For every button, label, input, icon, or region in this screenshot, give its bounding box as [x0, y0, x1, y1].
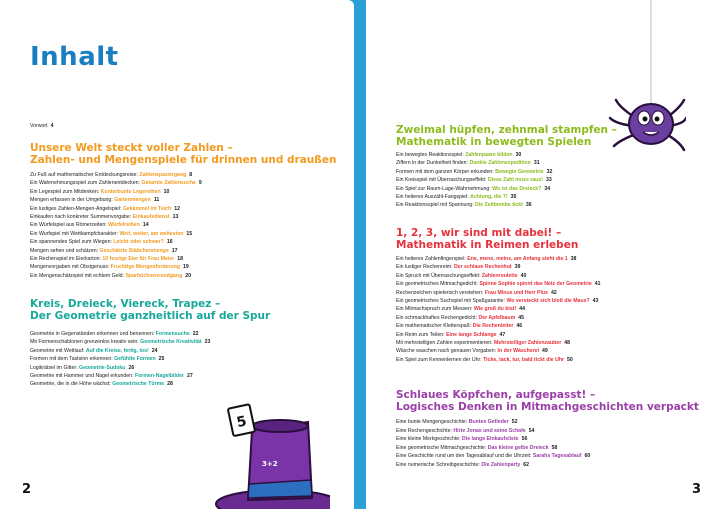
toc-entry-description: Ziffern in der Dunkelheit finden:: [396, 160, 468, 167]
toc-entry-game-title: Zahlenpaare bilden: [465, 152, 513, 158]
toc-entry[interactable]: [396, 152, 521, 159]
toc-entry[interactable]: [30, 172, 192, 179]
toc-entry-description: Ein Spruch mit Überraschungseffekt:: [396, 272, 481, 279]
toc-entry-description: Eine bunte Mengengeschichte:: [396, 419, 468, 425]
toc-entry[interactable]: [30, 197, 159, 204]
toc-entry-page: 42: [550, 289, 557, 296]
toc-entry[interactable]: [30, 206, 180, 213]
toc-entry-description: Ein bewegtes Reaktionsspiel:: [396, 152, 464, 158]
toc-entry-page: 13: [172, 214, 179, 220]
toc-entry-game-title: Auf die Kreise, fertig, los!: [85, 347, 149, 354]
toc-entry-page: 9: [198, 180, 202, 187]
toc-entry-page: 19: [182, 264, 189, 271]
section-subtitle: Zahlen- und Mengenspiele für drinnen und draußen: [30, 154, 337, 166]
toc-entry-game-title: Buntes Gefieder: [468, 419, 509, 425]
toc-entry-game-title: Ticke, tack, tur, bald tickt die Uhr: [483, 356, 565, 363]
toc-entry-description: Eine Geschichte rund um den Tagesablauf und die Uhrzeit:: [396, 453, 532, 460]
toc-entry-page: 16: [166, 239, 173, 246]
toc-entry-description: Eine Rechengeschichte:: [396, 427, 452, 434]
toc-entry[interactable]: [396, 273, 526, 280]
toc-entry-game-title: Das kleine gelbe Dreieck: [487, 444, 549, 451]
section-title: Zweimal hüpfen, zehnmal stampfen –: [396, 124, 617, 136]
toc-entry-description: Eine numerische Schreibgeschichte:: [396, 462, 480, 468]
toc-entry-page: 41: [594, 281, 601, 288]
toc-entry-game-title: Die Zeitbombe tickt: [475, 202, 523, 209]
toc-entry[interactable]: [30, 348, 157, 355]
toc-entry-game-title: Geometrische Kreativität: [140, 339, 202, 346]
toc-entry-description: Ein Rechenspiel im Eierkarton:: [30, 256, 101, 262]
toc-entry[interactable]: [396, 290, 557, 297]
toc-entry-game-title: Würfelreihen: [108, 222, 140, 229]
toc-entry-game-title: Fruchtige Mengenforderung: [110, 264, 180, 271]
toc-entry-description: Ein Mengenschätzspiel mit echtem Geld:: [30, 272, 124, 279]
toc-entry-description: Formen mit dem Tastsinn erkennen:: [30, 356, 113, 363]
toc-entry-page: 58: [551, 444, 558, 451]
toc-entry[interactable]: [396, 160, 540, 167]
toc-entry-description: Ein spannendes Spiel zum Wiegen:: [30, 239, 112, 246]
toc-entry-page: 48: [564, 340, 570, 346]
toc-entry-description: Ein Reim zum Teilen:: [396, 331, 445, 338]
toc-entry-page: 35: [510, 194, 517, 200]
toc-entry-description: Ein geometrisches Mitmachgedicht:: [396, 281, 478, 288]
toc-entry-page: 22: [192, 331, 199, 337]
section-subtitle: Mathematik in bewegten Spielen: [396, 136, 592, 148]
toc-entry-game-title: Gefühlte Formen: [114, 356, 156, 363]
toc-entry-page: 43: [592, 298, 599, 304]
toc-entry-description: Ein Reaktionsspiel mit Spannung:: [396, 202, 474, 209]
svg-text:5: 5: [235, 413, 249, 431]
toc-entry-game-title: Einkaufsdienst: [132, 214, 170, 220]
gutter: [354, 0, 366, 509]
toc-entry-game-title: Zahlenspaziergang: [139, 172, 187, 178]
toc-entry-page: 25: [158, 356, 165, 363]
toc-entry-game-title: Die Rechenleiter: [472, 323, 514, 330]
toc-entry-page: 12: [174, 205, 180, 212]
toc-entry-description: Eine geometrische Mitmachgeschichte:: [396, 444, 487, 451]
toc-entry[interactable]: [30, 331, 199, 338]
toc-entry-description: Ein Kreisspiel mit Überraschungseffekt:: [396, 177, 487, 184]
toc-entry-description: Ein geometrisches Suchspiel mit Spaßgarantie:: [396, 298, 505, 304]
toc-entry-page: 30: [515, 152, 522, 158]
toc-entry[interactable]: [30, 248, 178, 255]
toc-entry-page: 8: [189, 172, 193, 178]
toc-entry[interactable]: [396, 264, 520, 271]
page-number-left: 2: [22, 482, 32, 497]
toc-entry-page: 38: [570, 256, 577, 262]
toc-entry[interactable]: [30, 214, 178, 221]
toc-entry[interactable]: [30, 373, 193, 380]
toc-entry-game-title: Leicht oder schwer?: [113, 239, 164, 246]
toc-entry[interactable]: [396, 194, 516, 201]
toc-entry-game-title: Gekämmel im Teich: [122, 205, 172, 212]
toc-entry-description: Ein Legespiel zum Mitdenken:: [30, 188, 100, 195]
toc-entry-page: 4: [50, 123, 54, 129]
page-title: Inhalt: [30, 42, 119, 72]
toc-entry[interactable]: [30, 231, 192, 238]
toc-entry-description: Mengenvorgaben mit Obstgenuss:: [30, 264, 110, 271]
toc-entry[interactable]: [30, 356, 164, 363]
toc-entry[interactable]: [396, 186, 550, 193]
toc-entry-page: 24: [151, 347, 158, 354]
toc-entry[interactable]: [396, 419, 518, 426]
toc-entry-game-title: Gartenmengen: [114, 197, 151, 204]
section-subtitle: Logisches Denken in Mitmachgeschichten verpackt: [396, 401, 699, 413]
toc-entry[interactable]: [30, 264, 189, 271]
toc-entry[interactable]: [396, 256, 576, 263]
toc-entry-page: 49: [542, 348, 548, 355]
page-number-right: 3: [692, 482, 702, 497]
toc-entry-page: 28: [167, 381, 173, 388]
toc-entry[interactable]: [396, 462, 529, 469]
toc-entry-game-title: Sarahs Tagesablauf: [532, 453, 582, 460]
section-subtitle: Mathematik in Reimen erleben: [396, 239, 579, 251]
toc-entry-description: Geometrie mit Wettlauf:: [30, 347, 85, 354]
toc-entry-description: Ein lustiger Rechenreim:: [396, 264, 453, 271]
toc-entry-page: 17: [171, 247, 178, 254]
toc-entry[interactable]: [30, 365, 134, 372]
toc-entry[interactable]: [30, 256, 183, 263]
toc-entry-game-title: Wo ist das Dreieck?: [492, 185, 542, 192]
toc-entry-game-title: Weit, weiter, am weitesten: [119, 230, 184, 237]
toc-entry-game-title: 10 feurige Eier für Frau Meier: [102, 256, 175, 262]
left-page: [0, 0, 354, 509]
toc-entry-game-title: Sparbüchsenrundgang: [125, 272, 183, 279]
toc-entry-page: 27: [186, 373, 193, 379]
toc-entry[interactable]: [396, 453, 590, 460]
toc-entry-game-title: Wo versteckt sich bloß die Maus?: [506, 298, 590, 304]
toc-entry-page: 23: [204, 339, 211, 346]
toc-entry-description: Mit Formenschablonen grenzenlos kreativ sein:: [30, 339, 139, 346]
toc-entry[interactable]: [30, 273, 191, 280]
toc-entry-page: 50: [567, 356, 573, 363]
toc-entry-description: Ein Spiel zur Raum-Lage-Wahrnehmung:: [396, 185, 491, 192]
toc-entry-game-title: Dunkle Zahlenexpedition: [469, 160, 531, 167]
toc-entry[interactable]: [30, 189, 169, 196]
toc-entry-game-title: Eine lange Schlange: [446, 331, 497, 338]
toc-entry-page: 20: [185, 272, 192, 279]
toc-entry-page: 26: [128, 364, 135, 371]
toc-entry-page: 47: [499, 331, 506, 338]
toc-entry-page: 39: [514, 264, 521, 271]
toc-entry-description: Geometrie, die in die Höhe wächst:: [30, 381, 111, 388]
toc-entry-description: Ein Wurfspiel mit Wettkampfcharakter:: [30, 230, 119, 237]
toc-entry-description: Formen mit dem ganzen Körper erkunden:: [396, 168, 494, 175]
toc-entry-game-title: Die Zahlenparty: [481, 462, 521, 468]
toc-entry-page: 18: [177, 256, 183, 262]
toc-entry-page: 11: [153, 197, 160, 204]
toc-entry-page: 32: [546, 168, 553, 175]
toc-entry-game-title: Der schlaue Rechenhut: [453, 264, 512, 271]
toc-entry-description: Mengen sehen und schätzen:: [30, 247, 99, 254]
toc-entry-page: 52: [511, 419, 518, 425]
toc-entry-description: Rechenzeichen spielerisch verstehen:: [396, 289, 484, 296]
toc-entry-game-title: In der Wäscherei: [497, 348, 540, 355]
toc-entry[interactable]: [30, 381, 173, 388]
toc-entry-game-title: Formen-Nagelbilder: [134, 373, 184, 379]
magic-hat-illustration: [200, 400, 330, 509]
toc-entry[interactable]: [396, 323, 522, 330]
section-title: Schlaues Köpfchen, aufgepasst! –: [396, 389, 596, 401]
toc-entry-description: Logikrätsel im Gitter:: [30, 364, 78, 371]
toc-entry-page: 44: [519, 306, 525, 313]
toc-entry-game-title: Formensuche: [155, 331, 190, 337]
toc-entry-description: Zu Fuß auf mathematischer Entdeckungsreise:: [30, 172, 138, 178]
toc-entry[interactable]: [396, 436, 527, 443]
toc-entry-game-title: Achtung, die 7!: [470, 194, 508, 200]
spider-illustration: [606, 0, 686, 155]
toc-entry-game-title: Diese Zahl muss raus!: [487, 177, 543, 184]
toc-entry-description: Eine kleine Merkgeschichte:: [396, 436, 461, 443]
toc-entry-page: 56: [521, 436, 528, 443]
toc-entry[interactable]: [396, 357, 573, 364]
toc-entry-description: Ein heiteres Zahlenfingerspiel:: [396, 256, 466, 262]
toc-entry-description: Vorwort: [30, 123, 48, 129]
toc-entry-game-title: Getarnte Zahlensuche: [141, 180, 196, 187]
right-page: [366, 0, 720, 509]
toc-entry-description: Ein mathematischer Kletterspaß:: [396, 323, 472, 330]
toc-entry-description: Ein schmackhaftes Rechengedicht:: [396, 314, 478, 321]
toc-entry-description: Geometrie mit Hammer und Nagel erkunden:: [30, 373, 134, 379]
toc-entry[interactable]: [396, 348, 548, 355]
section-title: Kreis, Dreieck, Viereck, Trapez –: [30, 298, 221, 310]
toc-entry-game-title: Wie groß du bist!: [473, 306, 517, 313]
toc-entry[interactable]: [30, 180, 202, 187]
toc-entry-description: Ein lustiges Zahlen-Mengen-Angelspiel:: [30, 205, 122, 212]
toc-entry-game-title: Kunterbunte Legereihen: [100, 188, 161, 195]
toc-entry-page: 36: [525, 202, 532, 209]
toc-entry-page: 10: [163, 188, 170, 195]
toc-entry-game-title: Zahlenroulette: [481, 272, 518, 279]
toc-entry[interactable]: [30, 239, 173, 246]
toc-entry-game-title: Geometrie-Sudoku: [79, 364, 126, 371]
toc-entry-page: 60: [584, 453, 591, 460]
toc-entry-description: Mengen erfassen in der Umgebung:: [30, 197, 113, 204]
toc-entry[interactable]: [396, 177, 552, 184]
toc-entry-page: 34: [544, 185, 551, 192]
toc-entry-game-title: Spinne Sophie spinnt das Netz der Geometrie: [479, 281, 592, 288]
toc-entry-game-title: Bewegte Geometrie: [495, 168, 544, 175]
toc-entry-page: 46: [516, 323, 523, 330]
toc-entry-page: 40: [520, 272, 527, 279]
toc-entry[interactable]: [396, 298, 598, 305]
toc-entry[interactable]: [396, 315, 524, 322]
section-title: Unsere Welt steckt voller Zahlen –: [30, 142, 233, 154]
toc-entry-game-title: Hirte Jonas und seine Schafe: [453, 427, 526, 434]
toc-entry-game-title: Die lange Einkaufsliste: [462, 436, 519, 443]
toc-entry-vorwort[interactable]: [30, 123, 53, 130]
toc-entry[interactable]: [396, 332, 505, 339]
toc-entry-description: Mit mehrstelligen Zahlen experimentieren:: [396, 340, 493, 346]
section-subtitle: Der Geometrie ganzheitlich auf der Spur: [30, 310, 271, 322]
toc-entry-game-title: Geschätzte Stäbchenmenge: [99, 247, 169, 254]
toc-entry-description: Ein Wahrnehmungsspiel zum Zahlenentdecken:: [30, 180, 140, 187]
toc-entry[interactable]: [396, 281, 601, 288]
toc-entry-description: Ein heiteres Auszähl-Fangspiel:: [396, 194, 469, 200]
toc-entry-game-title: Frau Minus und Herr Plus: [484, 289, 548, 296]
toc-entry-page: 15: [186, 230, 193, 237]
toc-entry-description: Ein Mitmachspruch zum Messen:: [396, 306, 473, 313]
toc-entry[interactable]: [396, 169, 552, 176]
toc-entry-page: 14: [142, 222, 149, 229]
toc-entry-page: 62: [523, 462, 530, 468]
toc-entry-page: 54: [528, 427, 535, 434]
toc-entry[interactable]: [396, 202, 532, 209]
toc-entry-game-title: Ene, mene, meins, am Anfang steht die 1: [467, 256, 568, 262]
toc-entry-description: Einkaufen nach konkreter Summenvorgabe:: [30, 214, 132, 220]
section-title: 1, 2, 3, wir sind mit dabei! –: [396, 227, 562, 239]
toc-entry[interactable]: [30, 222, 149, 229]
toc-entry-page: 45: [518, 314, 524, 321]
toc-entry[interactable]: [30, 339, 210, 346]
svg-text:3+2: 3+2: [262, 460, 278, 468]
toc-entry-game-title: Der Apfelbaum: [478, 314, 516, 321]
toc-entry-page: 31: [533, 160, 540, 167]
toc-entry[interactable]: [396, 340, 570, 347]
toc-entry-description: Ein Spiel zum Kennenlernen der Uhr:: [396, 356, 482, 363]
toc-entry-game-title: Mehrstelliger Zahlenzauber: [494, 340, 562, 346]
toc-entry-description: Wäsche waschen nach genauen Vorgaben:: [396, 348, 497, 355]
toc-entry[interactable]: [396, 306, 525, 313]
toc-entry[interactable]: [396, 445, 557, 452]
toc-entry[interactable]: [396, 428, 535, 435]
toc-entry-game-title: Geometrische Türme: [112, 381, 165, 388]
toc-entry-page: 33: [545, 177, 552, 184]
toc-entry-description: Ein Würfelspiel aus Römerzeiten:: [30, 222, 107, 229]
toc-entry-description: Geometrie in Gegenständen erkennen und benennen:: [30, 331, 155, 337]
